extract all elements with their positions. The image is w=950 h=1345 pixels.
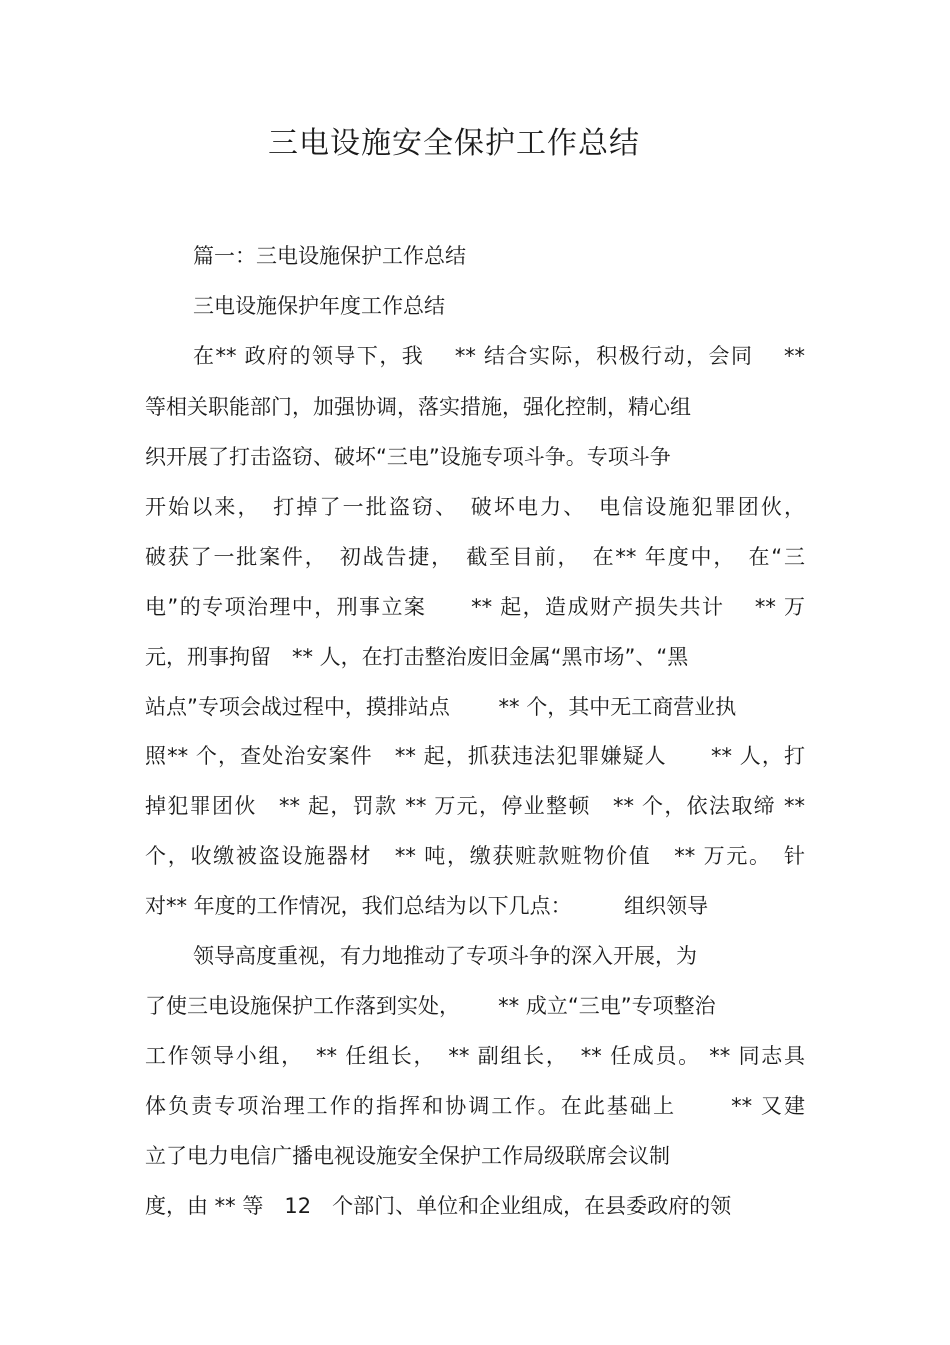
section-heading: 三电设施保护年度工作总结 (193, 294, 445, 318)
paragraph-line: 元，刑事拘留 ** 人，在打击整治废旧金属“黑市场”、“黑 (145, 645, 689, 669)
paragraph-line: 等相关职能部门，加强协调，落实措施，强化控制，精心组 (145, 395, 691, 419)
paragraph-line: 了使三电设施保护工作落到实处， ** 成立“三电”专项整治 (145, 994, 716, 1018)
paragraph-line: 对** 年度的工作情况，我们总结为以下几点： 组织领导 (145, 894, 709, 918)
paragraph-line: 体负责专项治理工作的指挥和协调工作。在此基础上 ** 又建 (145, 1094, 805, 1118)
paragraph-line: 织开展了打击盗窃、破坏“三电”设施专项斗争。专项斗争 (145, 445, 671, 469)
chapter-heading: 篇一：三电设施保护工作总结 (193, 244, 466, 268)
paragraph-line: 度，由 ** 等 12 个部门、单位和企业组成，在县委政府的领 (145, 1194, 732, 1218)
paragraph-line: 开始以来， 打掉了一批盗窃、 破坏电力、 电信设施犯罪团伙， (145, 495, 805, 519)
paragraph-line: 站点”专项会战过程中，摸排站点 ** 个，其中无工商营业执 (145, 695, 737, 719)
paragraph-line: 领导高度重视，有力地推动了专项斗争的深入开展，为 (193, 944, 697, 968)
paragraph-line: 立了电力电信广播电视设施安全保护工作局级联席会议制 (145, 1144, 670, 1168)
paragraph-line: 工作领导小组， ** 任组长， ** 副组长， ** 任成员。 ** 同志具 (145, 1044, 805, 1068)
paragraph-line: 个，收缴被盗设施器材 ** 吨，缴获赃款赃物价值 ** 万元。 针 (145, 844, 805, 868)
paragraph-line: 在** 政府的领导下，我 ** 结合实际，积极行动，会同 ** (193, 344, 805, 368)
document-title: 三电设施安全保护工作总结 (268, 126, 640, 161)
paragraph-line: 破获了一批案件， 初战告捷， 截至目前， 在** 年度中， 在“三 (145, 545, 805, 569)
paragraph-line: 掉犯罪团伙 ** 起，罚款 ** 万元，停业整顿 ** 个，依法取缔 ** (145, 794, 805, 818)
paragraph-line: 电”的专项治理中，刑事立案 ** 起，造成财产损失共计 ** 万 (145, 595, 805, 619)
paragraph-line: 照** 个，查处治安案件 ** 起，抓获违法犯罪嫌疑人 ** 人，打 (145, 744, 805, 768)
